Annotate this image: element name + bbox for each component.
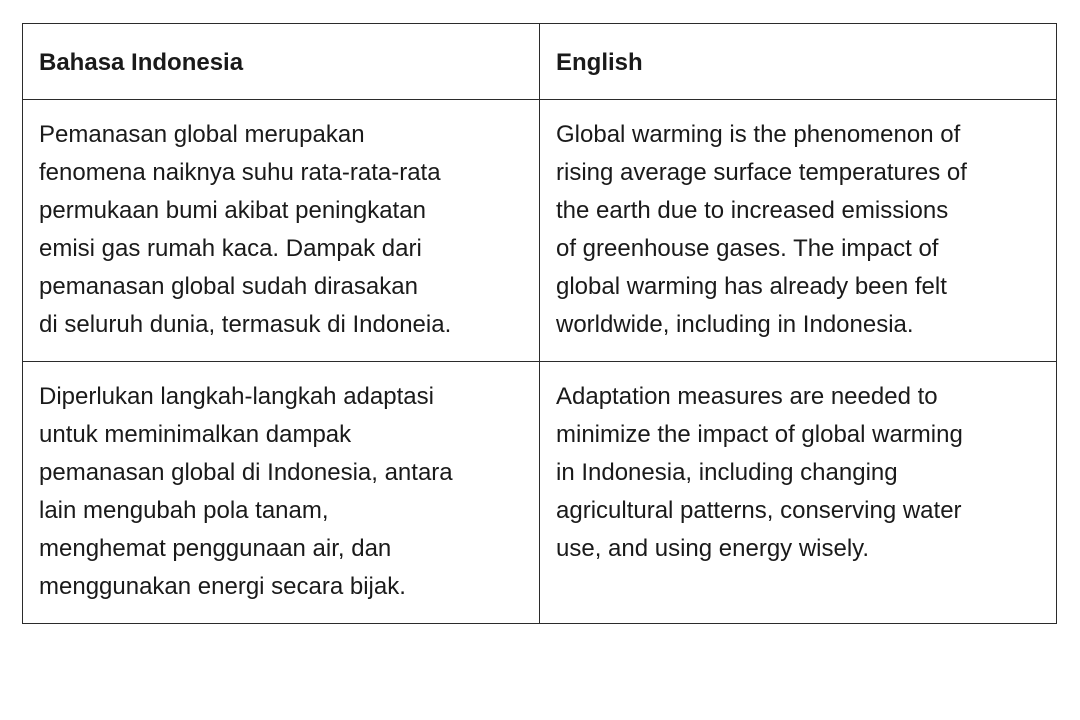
text-line: untuk meminimalkan dampak bbox=[39, 421, 352, 448]
cell-indonesian-paragraph-1 bbox=[23, 100, 540, 362]
text-line: lain mengubah pola tanam, bbox=[39, 497, 329, 524]
text-line: use, and using energy wisely. bbox=[556, 535, 870, 562]
translation-table bbox=[22, 23, 1057, 624]
table-row bbox=[23, 100, 1057, 362]
text-line: menghemat penggunaan air, dan bbox=[39, 535, 392, 562]
text-line: of greenhouse gases. The impact of bbox=[556, 235, 939, 262]
text-line: Global warming is the phenomenon of bbox=[556, 121, 961, 148]
text-line: fenomena naiknya suhu rata-rata-rata bbox=[39, 159, 441, 186]
cell-english-paragraph-2 bbox=[540, 362, 1057, 624]
cell-english-paragraph-1 bbox=[540, 100, 1057, 362]
cell-indonesian-paragraph-2 bbox=[23, 362, 540, 624]
text-line: worldwide, including in Indonesia. bbox=[556, 311, 914, 338]
text-line: di seluruh dunia, termasuk di Indoneia. bbox=[39, 311, 452, 338]
text-line: the earth due to increased emissions bbox=[556, 197, 949, 224]
text-line: minimize the impact of global warming bbox=[556, 421, 963, 448]
header-bahasa-indonesia: Bahasa Indonesia bbox=[23, 24, 540, 100]
header-english: English bbox=[540, 24, 1057, 100]
text-line: pemanasan global sudah dirasakan bbox=[39, 273, 418, 300]
text-line: Pemanasan global merupakan bbox=[39, 121, 365, 148]
text-line: agricultural patterns, conserving water bbox=[556, 497, 962, 524]
text-line: menggunakan energi secara bijak. bbox=[39, 573, 406, 600]
text-line: rising average surface temperatures of bbox=[556, 159, 967, 186]
text-line: permukaan bumi akibat peningkatan bbox=[39, 197, 426, 224]
text-line: global warming has already been felt bbox=[556, 273, 947, 300]
table-header-row bbox=[23, 24, 1057, 100]
text-line: Diperlukan langkah-langkah adaptasi bbox=[39, 383, 434, 410]
text-line: pemanasan global di Indonesia, antara bbox=[39, 459, 453, 486]
text-line: Adaptation measures are needed to bbox=[556, 383, 938, 410]
text-line: in Indonesia, including changing bbox=[556, 459, 898, 486]
table-row bbox=[23, 362, 1057, 624]
text-line: emisi gas rumah kaca. Dampak dari bbox=[39, 235, 422, 262]
